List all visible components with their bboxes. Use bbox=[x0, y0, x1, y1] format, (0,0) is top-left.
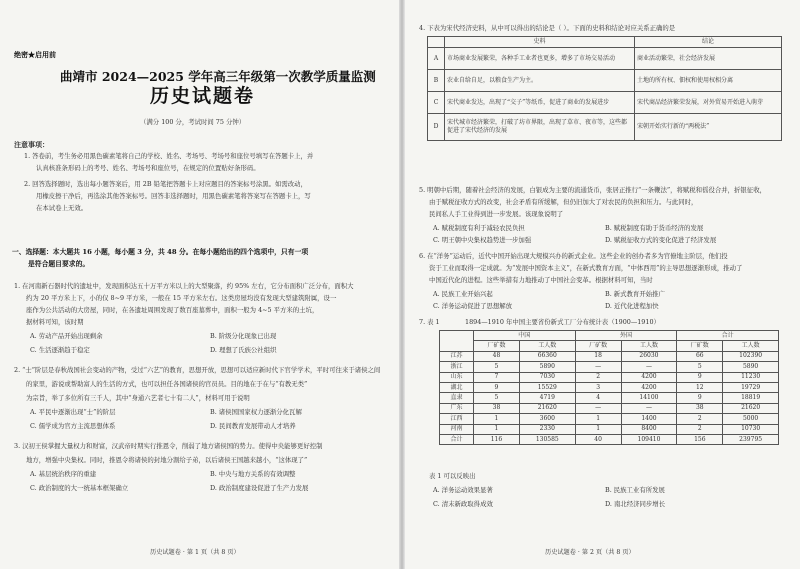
table-cell: 156 bbox=[677, 434, 723, 444]
table-cell: 5 bbox=[677, 362, 723, 372]
table-row bbox=[440, 362, 779, 372]
table-cell: — bbox=[575, 403, 621, 413]
table-row bbox=[440, 372, 779, 382]
table-cell: 5890 bbox=[723, 362, 779, 372]
question-3-option: C. 政治制度的大一统基本框架确立 bbox=[30, 484, 129, 492]
question-7-label: 7. 表 1 bbox=[419, 318, 440, 326]
table-cell: 4 bbox=[575, 393, 621, 403]
question-2-option: B. 诸侯国国家权力逐渐分化瓦解 bbox=[210, 408, 302, 416]
table-header-cell: 工人数 bbox=[621, 341, 677, 351]
table-cell: 4719 bbox=[519, 393, 575, 403]
notes-heading: 注意事项： bbox=[14, 140, 49, 149]
table-cell: 5 bbox=[473, 362, 519, 372]
table-header-cell: 中国 bbox=[473, 331, 575, 341]
table-cell: 10730 bbox=[723, 424, 779, 434]
question-3-option: A. 基层统治秩序的重建 bbox=[30, 470, 97, 478]
table-cell: 5 bbox=[473, 393, 519, 403]
table-cell: 18 bbox=[575, 351, 621, 361]
table-header-cell: 外国 bbox=[575, 331, 677, 341]
table-row bbox=[440, 393, 779, 403]
question-2-option: A. 平民中逐渐出现“士”的阶层 bbox=[30, 408, 116, 416]
table-cell: 66 bbox=[677, 351, 723, 361]
table-cell: 15529 bbox=[519, 382, 575, 392]
table-row bbox=[440, 351, 779, 361]
table-cell: 2 bbox=[677, 424, 723, 434]
table-cell: 48 bbox=[473, 351, 519, 361]
table-cell: 直隶 bbox=[440, 393, 474, 403]
table-cell: 江西 bbox=[440, 414, 474, 424]
table-row bbox=[428, 92, 782, 114]
question-7-stem: 表 1 可以反映出 bbox=[429, 472, 476, 480]
table-cell: B bbox=[428, 70, 445, 92]
table-cell: 1 bbox=[473, 414, 519, 424]
table-cell: C bbox=[428, 92, 445, 114]
table-cell: 8400 bbox=[621, 424, 677, 434]
question-1-option: C. 生活逐渐趋于稳定 bbox=[30, 346, 90, 354]
table-cell: 湖北 bbox=[440, 382, 474, 392]
section-title: 一、选择题：本大题共 16 小题，每小题 3 分，共 48 分。在每小题给出的四个选项中，只有一项 bbox=[12, 248, 309, 256]
table-cell: 宋代商业发达，出现了“交子”等纸币，促进了商业的发展进步 bbox=[445, 92, 635, 114]
table-cell: 7030 bbox=[519, 372, 575, 382]
table-cell: 广东 bbox=[440, 403, 474, 413]
table-cell: — bbox=[621, 362, 677, 372]
table-row bbox=[440, 403, 779, 413]
table-cell: 河南 bbox=[440, 424, 474, 434]
table-cell: 102390 bbox=[723, 351, 779, 361]
question-1-line: 据材料可知，该时期 bbox=[26, 318, 84, 326]
question-6-option: C. 洋务运动促进了思想解放 bbox=[433, 302, 513, 310]
table-cell: 宋代商品经济繁荣发展，对外贸易开始进入萌芽 bbox=[635, 92, 782, 114]
table-cell: 2 bbox=[677, 414, 723, 424]
table-header-cell: 厂矿数 bbox=[473, 341, 519, 351]
table-cell: 4200 bbox=[621, 382, 677, 392]
table-cell: D bbox=[428, 114, 445, 141]
table-header-cell: 厂矿数 bbox=[677, 341, 723, 351]
table-body bbox=[440, 351, 779, 434]
table-header-cell: 工人数 bbox=[723, 341, 779, 351]
table-cell: 1 bbox=[473, 424, 519, 434]
question-3-option: B. 中央与地方关系的有效调整 bbox=[210, 470, 296, 478]
question-6-line: 中国近代化的进程。这些举措有力地推动了中国社会变革。根据材料可知，当时 bbox=[429, 276, 653, 284]
table-header-cell: 厂矿数 bbox=[575, 341, 621, 351]
question-2-line: 2. “士”阶层是春秋战国社会变动的产物，受过“六艺”的教育，思想开放，思想可以适应新时代下官学学术，平时可往来于诸侯之间 bbox=[14, 366, 381, 374]
score-info: （满分 100 分，考试时间 75 分钟） bbox=[140, 118, 246, 126]
question-1-line: 1. 在河南新石器时代的遗址中，发现面积达五十万平方米以上的大型聚落，约 95% 左右，它分布面积广泛分布，面积大 bbox=[14, 282, 354, 290]
table-cell: 130585 bbox=[519, 434, 575, 444]
table-cell: 9 bbox=[473, 382, 519, 392]
note-line: 用橡皮擦干净后，再选涂其他答案标号。回答非选择题时，用黑色碳素笔将答案写在答题卡上，写 bbox=[36, 192, 311, 200]
table-cell: 2330 bbox=[519, 424, 575, 434]
table-header-cell bbox=[440, 331, 474, 352]
question-5-line: 民间私人手工业得到进一步发展。该现象说明了 bbox=[429, 210, 564, 218]
table-cell: 土地的所有权、佃权和使用权相分离 bbox=[635, 70, 782, 92]
table-row bbox=[440, 424, 779, 434]
table-header-cell: 工人数 bbox=[519, 341, 575, 351]
question-1-option: D. 理想了氏族公社组织 bbox=[210, 346, 277, 354]
note-line: 1. 答卷前，考生务必用黑色碳素笔将自己的学校、姓名、考场号、考场号和座位号填写在答题卡上，并 bbox=[24, 152, 314, 160]
question-5-line: 由于赋税征收方式的改变，社会矛盾有所缓解，但仍旧加大了对农民的负担和压力。与此同时， bbox=[429, 198, 698, 206]
question-2-line: 为宗旨，举了多位所有三千人，其中“身通六艺者七十有二人”，材料可用于说明 bbox=[26, 394, 250, 402]
table-total-row bbox=[440, 434, 779, 444]
table-cell: 14100 bbox=[621, 393, 677, 403]
question-5-line: 5. 明朝中后期，随着社会经济的发展，白银成为主要的流通货币，张居正推行“一条鞭法”，将赋税和徭役合并，折银征收， bbox=[419, 186, 766, 194]
page-footer: 历史试题卷 · 第 1 页（共 8 页） bbox=[150, 549, 240, 556]
section-title-cont: 是符合题目要求的。 bbox=[28, 260, 90, 268]
table-cell: 12 bbox=[677, 382, 723, 392]
question-7-option: C. 清末新政取得成效 bbox=[433, 500, 493, 508]
table-cell: 1 bbox=[575, 424, 621, 434]
question-1-option: A. 劳动产品开始出现剩余 bbox=[30, 332, 103, 340]
table-cell: 9 bbox=[677, 372, 723, 382]
question-6-line: 6. 在“洋务”运动后，近代中国开始出现大规模兴办的新式企业。这些企业的创办者多为官僚地主阶层，他们投 bbox=[419, 252, 728, 260]
table-cell: 1400 bbox=[621, 414, 677, 424]
table-cell: 19729 bbox=[723, 382, 779, 392]
table-cell: 38 bbox=[473, 403, 519, 413]
table-cell: 1 bbox=[575, 414, 621, 424]
page-2 bbox=[405, 0, 800, 569]
table-cell: 山东 bbox=[440, 372, 474, 382]
table-cell: 5000 bbox=[723, 414, 779, 424]
note-line: 2. 回答选择题时，选出每小题答案后，用 2B 铅笔把答题卡上对应题目的答案标号涂黑。如需改动， bbox=[24, 180, 307, 188]
question-5-option: B. 赋税制度有助于货币经济的发展 bbox=[605, 224, 704, 232]
table-cell: 商业活动繁荣，社会经济发展 bbox=[635, 48, 782, 70]
table-cell: 9 bbox=[677, 393, 723, 403]
table-header-row bbox=[428, 37, 782, 48]
question-7-option: D. 南北经济同步增长 bbox=[605, 500, 666, 508]
table-cell: 合计 bbox=[440, 434, 474, 444]
table-cell: 宋代城市经济繁荣，打破了坊市界限，出现了草市、夜市等，这些都促进了宋代经济的发展 bbox=[445, 114, 635, 141]
table-header-cell: 结论 bbox=[635, 37, 782, 48]
table-row bbox=[440, 414, 779, 424]
table-cell: 116 bbox=[473, 434, 519, 444]
question-5-option: D. 赋税征收方式的变化促进了经济发展 bbox=[605, 236, 717, 244]
question-2-line: 的家里，游说或帮助富人的生活的方式，也可以担任各国诸侯的官员员。目的地在于在与“有教无类” bbox=[26, 380, 308, 388]
table-cell: 宋朝开始实行新的“两税法” bbox=[635, 114, 782, 141]
table-cell: — bbox=[575, 362, 621, 372]
table-cell: 21620 bbox=[519, 403, 575, 413]
table-cell: 3 bbox=[575, 382, 621, 392]
question-5-option: C. 明王朝中央集权趋势进一步加强 bbox=[433, 236, 532, 244]
table-cell: 浙江 bbox=[440, 362, 474, 372]
question-3-line: 3. 汉初王侯掌握大量权力和财富，汉武帝时期实行推恩令，削弱了地方诸侯国的势力。使得中央能够更好控制 bbox=[14, 442, 323, 450]
question-3-line: 地方，增强中央集权。同时，推恩令将诸侯的封地分割给子弟，以后诸侯王国越来越小，“这体现了” bbox=[26, 456, 308, 464]
exam-title: 曲靖市 2024—2025 学年高三年级第一次教学质量监测 bbox=[60, 69, 376, 84]
note-line: 认真核准条形码上的考号、姓名、考场号和座位号，在规定的位置贴好条形码。 bbox=[36, 164, 260, 172]
table-cell: 4200 bbox=[621, 372, 677, 382]
question-1-line: 约为 20 平方米上下，小的仅 8~9 平方米，一般在 15 平方米左右。这类房屋均没有发现大型建筑附属，设一 bbox=[26, 294, 337, 302]
table-cell: 66360 bbox=[519, 351, 575, 361]
question-6-line: 资于工业而取得一定成就。为“发展中国资本主义”，在新式教育方面，“中体西用”的主导思想逐渐形成，推动了 bbox=[429, 264, 743, 272]
table-header-cell: 史料 bbox=[445, 37, 635, 48]
table-cell: 3600 bbox=[519, 414, 575, 424]
table-cell: 109410 bbox=[621, 434, 677, 444]
question-4-table bbox=[427, 36, 782, 141]
table-row bbox=[428, 70, 782, 92]
table-cell: 239795 bbox=[723, 434, 779, 444]
table-cell: 40 bbox=[575, 434, 621, 444]
table-cell: 38 bbox=[677, 403, 723, 413]
question-4-stem: 4. 下表为宋代经济史料，从中可以得出的结论是（ ）。下面的史料和结论对应关系正确的是 bbox=[419, 24, 676, 32]
table-row bbox=[428, 48, 782, 70]
question-7-table bbox=[439, 330, 779, 445]
table-cell: A bbox=[428, 48, 445, 70]
question-5-option: A. 赋税制度有利于减轻农民负担 bbox=[433, 224, 525, 232]
secret-label: 绝密★启用前 bbox=[14, 50, 56, 59]
question-6-option: B. 新式教育开始推广 bbox=[605, 290, 665, 298]
table-header-row bbox=[440, 331, 779, 341]
table-row bbox=[440, 382, 779, 392]
table-cell: 2 bbox=[575, 372, 621, 382]
question-1-option: B. 阶级分化现象已出现 bbox=[210, 332, 277, 340]
exam-subject-title: 历史试题卷 bbox=[150, 85, 256, 107]
question-7-option: A. 洋务运动效果显著 bbox=[433, 486, 493, 494]
table-subheader-row bbox=[440, 341, 779, 351]
question-6-option: D. 近代化进程加快 bbox=[605, 302, 659, 310]
question-7-option: B. 民族工业有所发展 bbox=[605, 486, 665, 494]
table-cell: — bbox=[621, 403, 677, 413]
question-3-option: D. 政治制度建设促进了生产力发展 bbox=[210, 484, 309, 492]
table-header-cell: 合计 bbox=[677, 331, 779, 341]
table-cell: 18819 bbox=[723, 393, 779, 403]
table-cell: 5890 bbox=[519, 362, 575, 372]
table-cell: 江苏 bbox=[440, 351, 474, 361]
question-1-line: 座作为公共活动的大房屋，同时，在各遗址周围发现了数百座墓葬中，面积一般为 4~5 平方米的土坑， bbox=[26, 306, 319, 314]
table-header-cell bbox=[428, 37, 445, 48]
question-2-option: D. 民间教育发展带动人才培养 bbox=[210, 422, 296, 430]
table-row bbox=[428, 114, 782, 141]
question-6-option: A. 民族工业开始兴起 bbox=[433, 290, 493, 298]
note-line: 在本试卷上无效。 bbox=[36, 204, 88, 212]
question-2-option: C. 儒学成为官方主流思想体系 bbox=[30, 422, 116, 430]
page-footer: 历史试题卷 · 第 2 页（共 8 页） bbox=[545, 549, 635, 556]
table-cell: 市场商业发展繁荣，各种手工业者也更多，增多了市场交易活动 bbox=[445, 48, 635, 70]
table-cell: 21620 bbox=[723, 403, 779, 413]
table-caption: 1894—1910 年中国主要省份新式工厂分布统计表（1900—1910） bbox=[465, 318, 660, 326]
table-cell: 7 bbox=[473, 372, 519, 382]
table-cell: 农业自给自足，以粮食生产为主。 bbox=[445, 70, 635, 92]
table-cell: 26030 bbox=[621, 351, 677, 361]
table-cell: 11230 bbox=[723, 372, 779, 382]
